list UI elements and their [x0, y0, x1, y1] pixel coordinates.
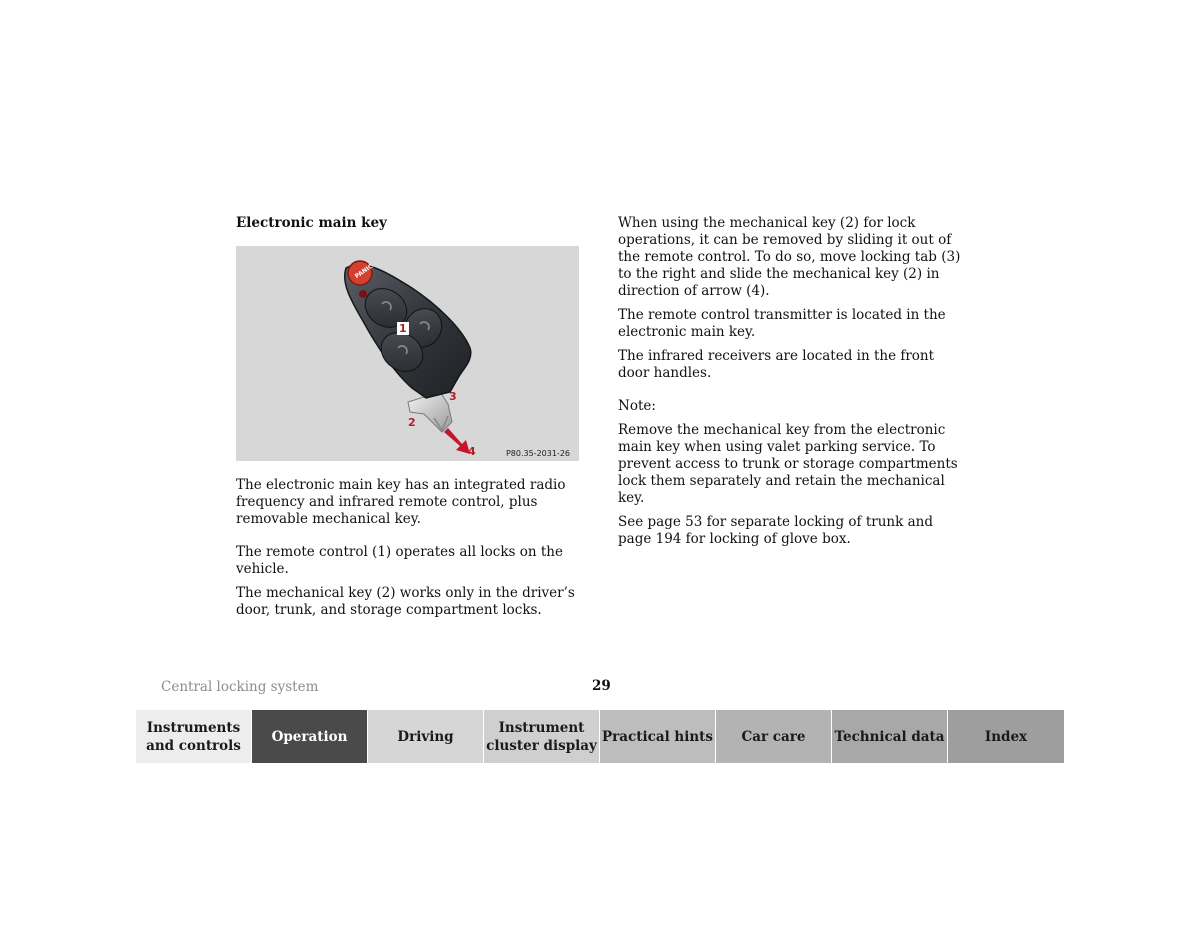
- paragraph-mechanical-key: The mechanical key (2) works only in the driver’s door, trunk, and storage compartment locks.: [236, 585, 575, 618]
- paragraph-infrared-receivers: The infrared receivers are located in the front door handles.: [618, 348, 935, 381]
- note-label: Note:: [618, 398, 656, 414]
- chapter-navigation: [136, 710, 1065, 763]
- paragraph-integrated-key: The electronic main key has an integrated radio frequency and infrared remote control, plus removable mechanical key.: [236, 477, 566, 527]
- tab-driving[interactable]: Driving: [368, 710, 484, 763]
- page-number: 29: [592, 678, 611, 694]
- panic-button-label: PANIC: [353, 262, 375, 281]
- paragraph-key-removal: When using the mechanical key (2) for lock operations, it can be removed by sliding it out of the remote control. To do so, move locking tab (3) to the right and slide the mechanical key (2) in direction of arrow (4).: [618, 215, 961, 299]
- footer-section-title: Central locking system: [161, 679, 319, 695]
- tab-practical-hints[interactable]: Practical hints: [600, 710, 716, 763]
- callout-4: 4: [468, 445, 476, 458]
- left-column: [236, 477, 586, 626]
- key-illustration: [236, 246, 579, 461]
- tab-instrument-cluster-display[interactable]: Instrument cluster display: [484, 710, 600, 763]
- paragraph-transmitter: The remote control transmitter is located in the electronic main key.: [618, 307, 946, 340]
- note-valet-parking: Remove the mechanical key from the electronic main key when using valet parking service. To prevent access to trunk or storage compartments lock them separately and retain the mechanical key.: [618, 422, 958, 506]
- callout-3: 3: [449, 390, 457, 403]
- callout-1: 1: [399, 322, 407, 335]
- tab-index[interactable]: Index: [948, 710, 1064, 763]
- figure-code: P80.35-2031-26: [505, 449, 570, 458]
- note-page-references: See page 53 for separate locking of trunk and page 194 for locking of glove box.: [618, 514, 933, 547]
- tab-car-care[interactable]: Car care: [716, 710, 832, 763]
- right-column: [618, 215, 968, 555]
- tab-technical-data[interactable]: Technical data: [832, 710, 948, 763]
- callout-2: 2: [408, 416, 416, 429]
- paragraph-remote-control: The remote control (1) operates all locks on the vehicle.: [236, 544, 563, 577]
- section-heading: Electronic main key: [236, 215, 387, 231]
- tab-operation[interactable]: Operation: [252, 710, 368, 763]
- tab-instruments-and-controls[interactable]: Instruments and controls: [136, 710, 252, 763]
